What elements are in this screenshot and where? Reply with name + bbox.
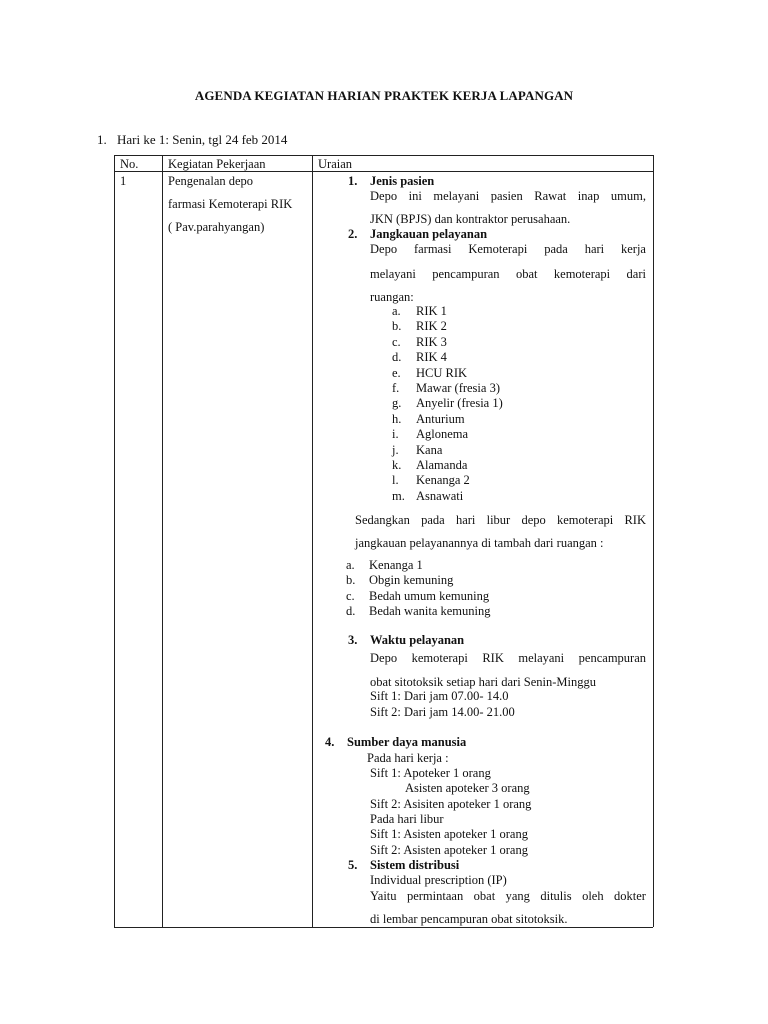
list-item: Kenanga 1: [369, 558, 423, 572]
day-text: Hari ke 1: Senin, tgl 24 feb 2014: [117, 132, 288, 147]
text-line: Individual prescription (IP): [370, 873, 507, 887]
list-item: RIK 1: [416, 304, 447, 318]
list-item: Anturium: [416, 411, 465, 426]
list-item-marker: d.: [392, 350, 402, 365]
list-item: Kana: [416, 442, 443, 457]
activity-line-1: Pengenalan depo: [168, 174, 254, 188]
list-item-marker: m.: [392, 488, 405, 503]
justified-line: Sedangkan pada hari libur depo kemoterapi RIK: [355, 513, 646, 527]
list-item-marker: b.: [346, 573, 356, 588]
text-line: Sift 2: Asisiten apoteker 1 orang: [370, 797, 532, 811]
list-item: RIK 3: [416, 334, 447, 349]
text-line: Pada hari kerja :: [367, 751, 449, 765]
table-border-top: [114, 155, 653, 156]
list-item-marker: e.: [392, 365, 401, 380]
list-item: Aglonema: [416, 427, 469, 442]
list-item-marker: a.: [346, 558, 355, 572]
text-line: di lembar pencampuran obat sitotoksik.: [370, 912, 568, 926]
table-border-right: [653, 155, 654, 927]
header-description: Uraian: [318, 157, 353, 171]
page-title: AGENDA KEGIATAN HARIAN PRAKTEK KERJA LAPANGAN: [194, 88, 574, 103]
section-number: 4.: [325, 735, 335, 749]
list-item-marker: a.: [392, 304, 401, 318]
section-heading: Sistem distribusi: [370, 858, 460, 872]
text-line: Pada hari libur: [370, 812, 444, 826]
list-item-marker: k.: [392, 458, 402, 472]
section-number: 2.: [348, 227, 358, 241]
list-item: Bedah wanita kemuning: [369, 603, 491, 618]
justified-line: Depo ini melayani pasien Rawat inap umum,: [370, 189, 646, 203]
table-border-left: [114, 155, 115, 927]
list-item: Obgin kemuning: [369, 573, 454, 588]
text-line: Sift 1: Asisten apoteker 1 orang: [370, 827, 528, 841]
list-item: Bedah umum kemuning: [369, 588, 490, 603]
list-item: RIK 4: [416, 350, 447, 365]
table-header-divider: [114, 171, 653, 172]
text-line: Sift 2: Dari jam 14.00- 21.00: [370, 705, 515, 719]
text-line: obat sitotoksik setiap hari dari Senin-Minggu: [370, 675, 597, 689]
section-number: 3.: [348, 633, 358, 647]
row-number: 1: [120, 174, 127, 188]
list-item: Alamanda: [416, 458, 468, 472]
text-line: jangkauan pelayanannya di tambah dari ruangan :: [355, 536, 604, 550]
justified-line: melayani pencampuran obat kemoterapi dari: [370, 267, 646, 281]
section-heading: Waktu pelayanan: [370, 633, 465, 647]
list-item-marker: c.: [392, 334, 401, 349]
table-col-divider-1: [162, 155, 163, 927]
list-item-marker: j.: [392, 442, 399, 457]
list-item: Kenanga 2: [416, 473, 470, 488]
section-heading: Jangkauan pelayanan: [370, 227, 488, 241]
list-item-marker: l.: [392, 473, 399, 488]
day-number: 1.: [97, 132, 107, 147]
list-item: Mawar (fresia 3): [416, 381, 500, 395]
list-item-marker: g.: [392, 396, 402, 411]
activity-line-2: farmasi Kemoterapi RIK: [168, 197, 293, 211]
section-number: 5.: [348, 858, 358, 872]
day-heading: [97, 133, 287, 146]
text-line: Asisten apoteker 3 orang: [405, 781, 530, 795]
table-border-bottom: [114, 927, 653, 928]
header-no: No.: [120, 157, 139, 171]
section-number: 1.: [348, 174, 358, 188]
list-item-marker: f.: [392, 381, 400, 395]
justified-line: Depo farmasi Kemoterapi pada hari kerja: [370, 242, 646, 256]
list-item-marker: h.: [392, 411, 402, 426]
list-item-marker: i.: [392, 427, 399, 442]
text-line: Sift 2: Asisten apoteker 1 orang: [370, 843, 528, 857]
text-line: Sift 1: Dari jam 07.00- 14.0: [370, 689, 509, 703]
justified-line: Depo kemoterapi RIK melayani pencampuran: [370, 651, 646, 665]
list-item: HCU RIK: [416, 365, 468, 380]
section-heading: Jenis pasien: [370, 174, 435, 188]
justified-line: Yaitu permintaan obat yang ditulis oleh dokter: [370, 889, 646, 903]
section-heading: Sumber daya manusia: [347, 735, 467, 749]
activity-line-3: ( Pav.parahyangan): [168, 220, 265, 234]
header-activity: Kegiatan Pekerjaan: [168, 157, 266, 171]
list-item-marker: d.: [346, 603, 356, 618]
table-col-divider-2: [312, 155, 313, 927]
text-line: Sift 1: Apoteker 1 orang: [370, 766, 491, 780]
list-item: RIK 2: [416, 319, 447, 334]
text-line: JKN (BPJS) dan kontraktor perusahaan.: [370, 212, 571, 226]
list-item: Anyelir (fresia 1): [416, 396, 503, 411]
list-item-marker: c.: [346, 588, 355, 603]
list-item: Asnawati: [416, 488, 464, 503]
text-line: ruangan:: [370, 290, 414, 304]
list-item-marker: b.: [392, 319, 402, 334]
